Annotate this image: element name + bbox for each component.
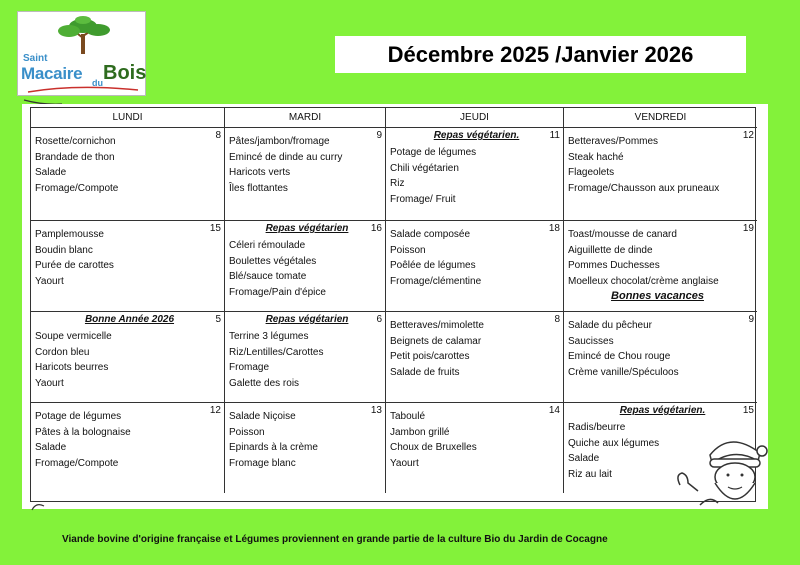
menu-item: Blé/sauce tomate — [229, 271, 307, 282]
day-number: 15 — [209, 223, 221, 234]
menu-item: Aiguillette de dinde — [568, 244, 653, 256]
menu-item: Steak haché — [568, 151, 624, 163]
menu-item: Pamplemousse — [35, 229, 104, 240]
menu-item: Cordon bleu — [35, 346, 90, 358]
logo-bois-text: Bois — [103, 62, 147, 84]
menu-item: Salade composée — [390, 229, 471, 240]
menu-item: Crème vanille/Spéculoos — [568, 366, 679, 378]
menu-item: Fromage blanc — [229, 457, 296, 469]
menu-item: Salade — [568, 453, 600, 464]
logo-swoosh — [26, 86, 141, 94]
logo-du-text: du — [92, 78, 103, 88]
menu-cell-w1-jeudi — [386, 128, 564, 221]
menu-item: Saucisses — [568, 335, 614, 347]
menu-item: Radis/beurre — [568, 422, 626, 433]
menu-item: Salade — [35, 442, 67, 453]
menu-item: Salade de fruits — [390, 366, 460, 378]
menu-item: Boudin blanc — [35, 244, 93, 256]
menu-item: Purée de carottes — [35, 260, 114, 271]
menu-item: Betteraves/Pommes — [568, 136, 659, 147]
day-number: 9 — [376, 130, 382, 141]
logo-macaire-text: Macaire — [21, 64, 83, 83]
tree-icon — [53, 16, 113, 56]
menu-item: Poisson — [229, 426, 265, 438]
day-number: 14 — [548, 405, 560, 416]
day-number: 16 — [370, 223, 382, 234]
menu-item: Pommes Duchesses — [568, 260, 660, 271]
menu-item: Yaourt — [35, 275, 64, 287]
menu-item: Fromage/ Fruit — [390, 193, 456, 205]
menu-item: Pâtes à la bolognaise — [35, 426, 131, 438]
header-vendredi: VENDREDI — [564, 108, 757, 128]
vacation-banner: Bonnes vacances — [611, 290, 704, 302]
day-number: 18 — [548, 223, 560, 234]
menu-item: Riz — [390, 178, 405, 189]
menu-item: Yaourt — [35, 377, 64, 389]
header-lundi: LUNDI — [31, 108, 225, 128]
day-number: 13 — [370, 405, 382, 416]
menu-item: Flageolets — [568, 167, 615, 178]
santa-illustration — [670, 425, 770, 510]
menu-cell-w1-mardi — [225, 128, 386, 221]
menu-item: Jambon grillé — [390, 426, 450, 438]
menu-item: Petit pois/carottes — [390, 351, 470, 362]
menu-banner: Bonne Année 2026 — [84, 314, 175, 325]
menu-item: Quiche aux légumes — [568, 437, 660, 449]
menu-item: Soupe vermicelle — [35, 331, 112, 342]
menu-cell-w4-mardi — [225, 403, 386, 493]
menu-item: Emincé de dinde au curry — [229, 151, 343, 163]
menu-banner: Repas végétarien — [265, 223, 349, 234]
decorative-line — [30, 500, 60, 512]
day-number: 12 — [209, 405, 221, 416]
day-number: 19 — [742, 223, 754, 234]
logo — [17, 11, 146, 96]
day-number: 6 — [376, 314, 382, 325]
title-box — [335, 36, 746, 73]
menu-banner: Repas végétarien. — [433, 130, 520, 141]
menu-item: Salade du pêcheur — [568, 320, 652, 331]
menu-cell-w2-mardi — [225, 221, 386, 312]
menu-item: Fromage/Chausson aux pruneaux — [568, 182, 720, 194]
menu-cell-w3-vendredi — [564, 312, 757, 403]
day-number: 5 — [215, 314, 221, 325]
menu-item: Fromage — [229, 362, 270, 373]
menu-item: Chili végétarien — [390, 162, 459, 174]
menu-item: Rosette/cornichon — [35, 136, 116, 147]
footer-note: Viande bovine d'origine française et Légumes proviennent en grande partie de la culture Bio du Jardin de Cocagne — [62, 534, 608, 545]
menu-item: Fromage/Pain d'épice — [229, 286, 326, 298]
menu-item: Toast/mousse de canard — [568, 229, 677, 240]
menu-item: Salade Niçoise — [229, 411, 296, 422]
menu-item: Brandade de thon — [35, 151, 115, 163]
menu-item: Taboulé — [390, 411, 426, 422]
header-mardi: MARDI — [225, 108, 386, 128]
menu-item: Haricots verts — [229, 167, 291, 178]
menu-cell-w3-jeudi — [386, 312, 564, 403]
menu-cell-w2-lundi — [31, 221, 225, 312]
page-title: Décembre 2025 /Janvier 2026 — [387, 41, 694, 67]
menu-cell-w4-lundi — [31, 403, 225, 493]
menu-item: Haricots beurres — [35, 362, 109, 373]
menu-item: Epinards à la crème — [229, 442, 318, 453]
menu-item: Fromage/Compote — [35, 457, 119, 469]
menu-item: Potage de légumes — [35, 411, 122, 422]
day-number: 9 — [748, 314, 754, 325]
menu-item: Boulettes végétales — [229, 255, 317, 267]
menu-banner: Repas végétarien — [265, 314, 349, 325]
day-number: 8 — [215, 130, 221, 141]
menu-cell-w3-lundi — [31, 312, 225, 403]
menu-item: Fromage/clémentine — [390, 275, 482, 287]
menu-cell-w3-mardi — [225, 312, 386, 403]
menu-item: Galette des rois — [229, 377, 300, 389]
menu-item: Îles flottantes — [229, 182, 288, 194]
menu-grid — [30, 107, 756, 502]
day-number: 12 — [742, 130, 754, 141]
menu-item: Riz/Lentilles/Carottes — [229, 346, 324, 358]
header-jeudi: JEUDI — [386, 108, 564, 128]
menu-panel — [22, 104, 768, 509]
menu-item: Céleri rémoulade — [229, 240, 306, 251]
logo-saint-text: Saint — [23, 53, 48, 64]
menu-cell-w2-vendredi — [564, 221, 757, 312]
menu-item: Yaourt — [390, 457, 419, 469]
menu-item: Choux de Bruxelles — [390, 442, 477, 453]
menu-item: Pâtes/jambon/fromage — [229, 136, 330, 147]
menu-item: Beignets de calamar — [390, 335, 482, 347]
day-number: 11 — [549, 130, 560, 141]
day-number: 8 — [554, 314, 560, 325]
day-number: 15 — [742, 405, 754, 416]
menu-banner: Repas végétarien. — [619, 405, 706, 416]
menu-item: Emincé de Chou rouge — [568, 351, 671, 362]
menu-item: Moelleux chocolat/crème anglaise — [568, 275, 719, 287]
menu-item: Potage de légumes — [390, 147, 477, 158]
menu-item: Salade — [35, 167, 67, 178]
menu-cell-w2-jeudi — [386, 221, 564, 312]
menu-item: Betteraves/mimolette — [390, 320, 484, 331]
menu-cell-w4-jeudi — [386, 403, 564, 493]
menu-item: Terrine 3 légumes — [229, 331, 309, 342]
menu-cell-w1-lundi — [31, 128, 225, 221]
menu-cell-w1-vendredi — [564, 128, 757, 221]
menu-item: Poêlée de légumes — [390, 260, 476, 271]
menu-item: Fromage/Compote — [35, 182, 119, 194]
menu-item: Poisson — [390, 244, 426, 256]
menu-item: Riz au lait — [568, 468, 612, 480]
